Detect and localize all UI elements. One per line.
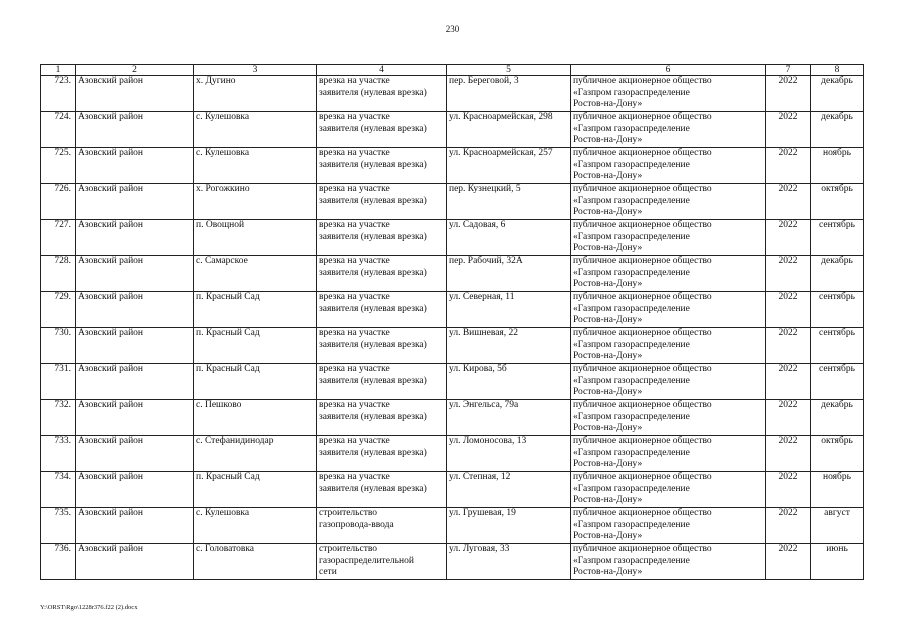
locality-cell: с. Кулешовка [194,112,317,148]
work-type-cell [317,544,447,580]
table-row [41,364,864,400]
table-row [41,328,864,364]
organization-line: Ростов-на-Дону» [573,171,643,182]
row-number-cell: 727. [41,220,76,256]
organization-line: «Газпром газораспределение [573,159,690,170]
organization-cell [571,292,766,328]
month-cell: декабрь [811,112,864,148]
year-cell: 2022 [766,256,811,292]
district-cell: Азовский район [76,256,194,292]
locality-cell: х. Дугино [194,76,317,112]
month-cell: сентябрь [811,364,864,400]
month-cell: ноябрь [811,472,864,508]
organization-cell [571,508,766,544]
work-type-cell [317,292,447,328]
locality-cell: с. Пешково [194,400,317,436]
year-cell: 2022 [766,76,811,112]
organization-line: Ростов-на-Дону» [573,567,643,578]
organization-cell [571,256,766,292]
row-number-cell: 734. [41,472,76,508]
address-cell: ул. Красноармейская, 298 [447,112,571,148]
month-cell: декабрь [811,76,864,112]
organization-cell [571,472,766,508]
work-type-line: заявителя (нулевая врезка) [319,231,427,242]
year-cell: 2022 [766,436,811,472]
table-row [41,256,864,292]
organization-cell [571,328,766,364]
table-row [41,76,864,112]
column-header-4: 4 [317,65,447,76]
year-cell: 2022 [766,220,811,256]
month-cell: сентябрь [811,328,864,364]
work-type-cell [317,148,447,184]
work-type-line: врезка на участке [319,220,390,230]
organization-line: «Газпром газораспределение [573,195,690,206]
locality-cell: с. Стефанидинодар [194,436,317,472]
year-cell: 2022 [766,400,811,436]
work-type-line: заявителя (нулевая врезка) [319,195,427,206]
organization-line: публичное акционерное общество [573,508,712,518]
organization-line: Ростов-на-Дону» [573,135,643,146]
row-number-cell: 731. [41,364,76,400]
organization-line: «Газпром газораспределение [573,267,690,278]
organization-line: «Газпром газораспределение [573,519,690,530]
district-cell: Азовский район [76,328,194,364]
address-cell: ул. Грушевая, 19 [447,508,571,544]
address-cell: пер. Кузнецкий, 5 [447,184,571,220]
locality-cell: с. Головатовка [194,544,317,580]
locality-cell: с. Самарское [194,256,317,292]
work-type-line: заявителя (нулевая врезка) [319,123,427,134]
district-cell: Азовский район [76,436,194,472]
organization-line: Ростов-на-Дону» [573,279,643,290]
work-type-line: врезка на участке [319,148,390,158]
district-cell: Азовский район [76,220,194,256]
address-cell: ул. Степная, 12 [447,472,571,508]
address-cell: ул. Энгельса, 79а [447,400,571,436]
month-cell: декабрь [811,400,864,436]
row-number-cell: 730. [41,328,76,364]
organization-line: «Газпром газораспределение [573,411,690,422]
district-cell: Азовский район [76,364,194,400]
work-type-cell [317,328,447,364]
organization-line: «Газпром газораспределение [573,231,690,242]
year-cell: 2022 [766,364,811,400]
locality-cell: с. Кулешовка [194,148,317,184]
table-row [41,436,864,472]
row-number-cell: 732. [41,400,76,436]
month-cell: ноябрь [811,148,864,184]
year-cell: 2022 [766,148,811,184]
work-type-line: заявителя (нулевая врезка) [319,303,427,314]
work-type-line: врезка на участке [319,364,390,374]
organization-line: Ростов-на-Дону» [573,315,643,326]
column-header-8: 8 [811,65,864,76]
table-row [41,148,864,184]
work-type-line: заявителя (нулевая врезка) [319,87,427,98]
row-number-cell: 735. [41,508,76,544]
work-type-line: заявителя (нулевая врезка) [319,375,427,386]
district-cell: Азовский район [76,292,194,328]
work-type-line: заявителя (нулевая врезка) [319,447,427,458]
organization-line: Ростов-на-Дону» [573,531,643,542]
organization-line: «Газпром газораспределение [573,339,690,350]
organization-line: Ростов-на-Дону» [573,387,643,398]
month-cell: декабрь [811,256,864,292]
month-cell: июнь [811,544,864,580]
work-type-cell [317,76,447,112]
row-number-cell: 724. [41,112,76,148]
organization-line: публичное акционерное общество [573,256,712,266]
year-cell: 2022 [766,292,811,328]
table-row [41,220,864,256]
organization-cell [571,400,766,436]
address-cell: ул. Садовая, 6 [447,220,571,256]
organization-line: «Газпром газораспределение [573,303,690,314]
month-cell: октябрь [811,436,864,472]
table-row [41,292,864,328]
organization-cell [571,148,766,184]
work-type-line: сети [319,567,337,578]
gas-connection-table [40,64,864,580]
district-cell: Азовский район [76,400,194,436]
work-type-cell [317,184,447,220]
work-type-line: врезка на участке [319,112,390,122]
organization-cell [571,112,766,148]
page-number: 230 [445,24,460,34]
district-cell: Азовский район [76,544,194,580]
column-header-3: 3 [194,65,317,76]
table-row [41,400,864,436]
work-type-line: врезка на участке [319,256,390,266]
year-cell: 2022 [766,112,811,148]
organization-line: публичное акционерное общество [573,112,712,122]
organization-line: Ростов-на-Дону» [573,495,643,506]
locality-cell: п. Овощной [194,220,317,256]
address-cell: ул. Северная, 11 [447,292,571,328]
year-cell: 2022 [766,328,811,364]
organization-line: Ростов-на-Дону» [573,99,643,110]
row-number-cell: 723. [41,76,76,112]
column-header-5: 5 [447,65,571,76]
column-header-6: 6 [571,65,766,76]
locality-cell: п. Красный Сад [194,328,317,364]
work-type-line: строительство [319,508,378,518]
address-cell: ул. Ломоносова, 13 [447,436,571,472]
work-type-line: заявителя (нулевая врезка) [319,159,427,170]
locality-cell: п. Красный Сад [194,472,317,508]
month-cell: сентябрь [811,220,864,256]
organization-line: публичное акционерное общество [573,184,712,194]
organization-line: публичное акционерное общество [573,544,712,554]
month-cell: август [811,508,864,544]
work-type-line: строительство [319,544,378,554]
year-cell: 2022 [766,472,811,508]
work-type-cell [317,400,447,436]
work-type-cell [317,220,447,256]
address-cell: пер. Рабочий, 32А [447,256,571,292]
district-cell: Азовский район [76,112,194,148]
organization-cell [571,544,766,580]
work-type-line: заявителя (нулевая врезка) [319,483,427,494]
work-type-line: врезка на участке [319,328,390,338]
district-cell: Азовский район [76,184,194,220]
organization-line: «Газпром газораспределение [573,447,690,458]
work-type-cell [317,112,447,148]
work-type-line: заявителя (нулевая врезка) [319,411,427,422]
year-cell: 2022 [766,508,811,544]
work-type-line: врезка на участке [319,76,390,86]
district-cell: Азовский район [76,76,194,112]
table-row [41,112,864,148]
work-type-cell [317,256,447,292]
work-type-cell [317,436,447,472]
work-type-line: врезка на участке [319,292,390,302]
year-cell: 2022 [766,184,811,220]
work-type-line: врезка на участке [319,436,390,446]
organization-line: Ростов-на-Дону» [573,207,643,218]
organization-line: публичное акционерное общество [573,364,712,374]
organization-line: «Газпром газораспределение [573,123,690,134]
organization-line: «Газпром газораспределение [573,483,690,494]
month-cell: октябрь [811,184,864,220]
district-cell: Азовский район [76,148,194,184]
organization-cell [571,76,766,112]
work-type-line: врезка на участке [319,400,390,410]
year-cell: 2022 [766,544,811,580]
work-type-line: заявителя (нулевая врезка) [319,339,427,350]
address-cell: ул. Кирова, 5б [447,364,571,400]
work-type-line: врезка на участке [319,184,390,194]
organization-line: публичное акционерное общество [573,292,712,302]
organization-line: Ростов-на-Дону» [573,351,643,362]
locality-cell: п. Красный Сад [194,292,317,328]
row-number-cell: 725. [41,148,76,184]
address-cell: ул. Луговая, 33 [447,544,571,580]
organization-line: «Газпром газораспределение [573,555,690,566]
organization-cell [571,436,766,472]
organization-cell [571,364,766,400]
column-header-7: 7 [766,65,811,76]
organization-line: публичное акционерное общество [573,220,712,230]
table-row [41,184,864,220]
work-type-cell [317,508,447,544]
work-type-line: газопровода-ввода [319,519,394,530]
organization-cell [571,220,766,256]
organization-line: Ростов-на-Дону» [573,459,643,470]
organization-line: «Газпром газораспределение [573,87,690,98]
organization-cell [571,184,766,220]
organization-line: публичное акционерное общество [573,436,712,446]
table-row [41,508,864,544]
work-type-line: заявителя (нулевая врезка) [319,267,427,278]
work-type-cell [317,472,447,508]
organization-line: публичное акционерное общество [573,148,712,158]
address-cell: ул. Вишневая, 22 [447,328,571,364]
district-cell: Азовский район [76,472,194,508]
row-number-cell: 726. [41,184,76,220]
table-row [41,472,864,508]
locality-cell: х. Рогожкино [194,184,317,220]
organization-line: публичное акционерное общество [573,400,712,410]
address-cell: пер. Береговой, 3 [447,76,571,112]
table-body [41,76,864,580]
organization-line: публичное акционерное общество [573,472,712,482]
locality-cell: с. Кулешовка [194,508,317,544]
file-path-footer: Y:\ORST\Rgo\1228r376.f22 (2).docx [40,604,138,611]
row-number-cell: 736. [41,544,76,580]
work-type-line: газораспределительной [319,555,414,566]
row-number-cell: 729. [41,292,76,328]
organization-line: Ростов-на-Дону» [573,243,643,254]
work-type-cell [317,364,447,400]
work-type-line: врезка на участке [319,472,390,482]
organization-line: Ростов-на-Дону» [573,423,643,434]
row-number-cell: 733. [41,436,76,472]
organization-line: публичное акционерное общество [573,76,712,86]
column-header-1: 1 [41,65,76,76]
organization-line: «Газпром газораспределение [573,375,690,386]
organization-line: публичное акционерное общество [573,328,712,338]
district-cell: Азовский район [76,508,194,544]
column-header-2: 2 [76,65,194,76]
address-cell: ул. Красноармейская, 257 [447,148,571,184]
column-number-row [41,65,864,76]
row-number-cell: 728. [41,256,76,292]
locality-cell: п. Красный Сад [194,364,317,400]
month-cell: сентябрь [811,292,864,328]
table-row [41,544,864,580]
